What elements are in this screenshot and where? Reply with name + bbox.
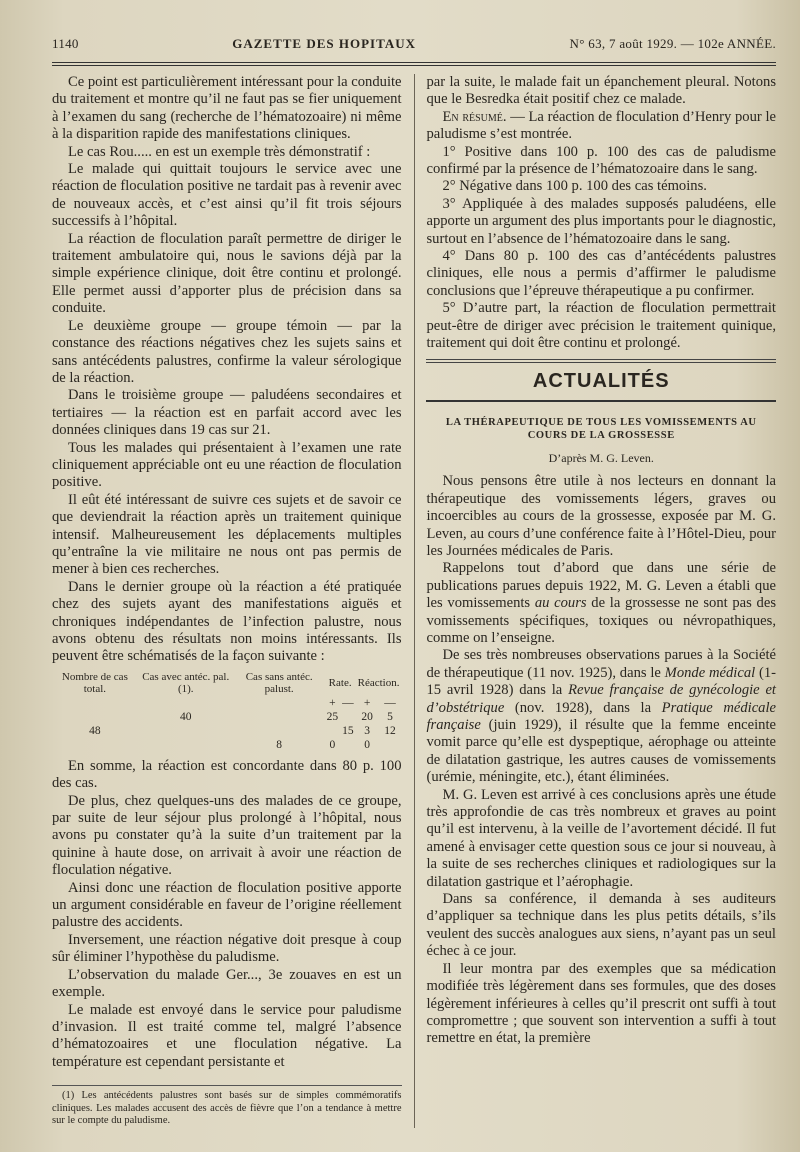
paragraph: Le malade qui quittait toujours le service avec une réaction de floculation positive ne tardait pas à revenir avec de nouveaux accès, et c’est ainsi qu’il fit trois séjours successifs à l’hôpital.	[52, 161, 402, 230]
journal-title: GAZETTE DES HOPITAUX	[232, 36, 416, 51]
table-cell: 5	[387, 710, 393, 723]
table-header: Cas avec antéc. pal. (1).	[142, 670, 230, 695]
header-rule	[52, 62, 776, 66]
table-cell: 15	[342, 724, 354, 737]
table-cell: 25	[326, 710, 339, 723]
table-cell: 8	[276, 738, 283, 751]
text-run: (juin 1929), il résulte que la femme enceinte vomit parce qu’elle est dyspeptique, aérophage ou atteinte de dilatation gastrique, les autres causes de vomissements (urémie, méningite, etc.), étant éliminées.	[426, 717, 776, 786]
table-cell: 20	[361, 710, 373, 723]
page-header	[52, 36, 776, 58]
summary-item: 5° D’autre part, la réaction de floculation permettrait peut-être de diriger avec précision le traitement quinique, traitement qui doit être continu et prolongé.	[426, 300, 776, 352]
article-byline: D’après M. G. Leven.	[548, 450, 654, 465]
text-run: (nov. 1928), dans la	[504, 699, 662, 716]
summary-item: 3° Appliquée à des malades supposés paludéens, elle apporte un argument des plus importants pour le diagnostic, surtout en l’absence de l’hématozoaire dans le sang.	[426, 195, 776, 247]
paragraph: Dans le troisième groupe — paludéens secondaires et tertiaires — la réaction est en parfait accord avec les données cliniques dans 19 cas sur 21.	[52, 387, 402, 439]
paragraph: Inversement, une réaction négative doit presque à coup sûr éliminer l’hypothèse du paludisme.	[52, 931, 402, 966]
footnote-rule	[52, 1085, 402, 1086]
table-cell: 0	[329, 738, 336, 751]
italic-text: Pratique médicale française	[426, 699, 777, 733]
page-number: 1140	[52, 36, 79, 51]
table-cell: 40	[179, 710, 192, 723]
paragraph: Ainsi donc une réaction de floculation positive apporte un argument considérable en faveur de l’origine réellement palustre des accidents.	[52, 879, 402, 931]
columns	[52, 74, 776, 1128]
paragraph: Le deuxième groupe — groupe témoin — par la constance des réactions négatives chez les sujets sains et sans antécédents palustres, confirme la valeur sérologique de la réaction.	[52, 317, 402, 386]
table-cell: 12	[384, 724, 396, 737]
table-cell: +	[329, 696, 336, 709]
italic-text: au cours	[534, 595, 587, 612]
article-heading: LA THÉRAPEUTIQUE DE TOUS LES VOMISSEMENTS AU COURS DE LA GROSSESSE	[445, 416, 757, 441]
table-cell: 3	[364, 724, 370, 737]
paragraph: L’observation du malade Ger..., 3e zouaves en est un exemple.	[52, 966, 402, 1001]
paragraph: Le cas Rou..... en est un exemple très démonstratif :	[68, 143, 371, 160]
left-column	[52, 74, 402, 1128]
text-run: (1-15 avril 1928) dans la	[426, 664, 776, 699]
paragraph: M. G. Leven est arrivé à ces conclusions après une étude très approfondie de cas très nombreux et graves au point qu’il est intervenu, à la veille de l’avortement décidé. Il fut amené à envisager cette question sous ce jour si nouveau, à la suite de ses recherches cliniques et radiologiques sur la dilatation gastrique et l’aérophagie.	[426, 786, 776, 890]
paragraph: Il eût été intéressant de suivre ces sujets et de savoir ce que deviendrait la réaction après un traitement quinique intensif. Malheureusement les déplacements multiples qu’entraîne la vie militaire ne nous ont pas permis de mener à bien ces recherches.	[52, 491, 402, 578]
section-rule	[426, 359, 776, 360]
table-header: Nombre de cas total.	[61, 670, 128, 695]
text-run: Rappelons tout d’abord que dans une série de publications parues depuis 1922, M. G. Leven a établi que les vomissements	[426, 560, 776, 612]
summary-text: — La réaction de floculation d’Henry pour le paludisme s’est montrée.	[426, 108, 776, 143]
summary-item: 2° Négative dans 100 p. 100 des cas témoins.	[442, 178, 707, 195]
paragraph: De plus, chez quelques-uns des malades de ce groupe, par suite de leur séjour plus prolongé à l’hôpital, nous avons pu constater qu’à la suite d’un traitement par la quinine à haute dose, on arrivait à avoir une réaction de floculation négative.	[52, 792, 402, 879]
table-cell: —	[384, 696, 396, 709]
paragraph: Il leur montra par des exemples que sa médication modifiée très légèrement dans ses formules, que des doses légèrement inférieures à celles qu’il prescrit ont suffi à tout compromettre ; que souvent son intervention a suffi à tout remettre en état, la première	[426, 960, 776, 1047]
paragraph: par la suite, le malade fait un épanchement pleural. Notons que le Besredka était positif chez ce malade.	[426, 74, 776, 108]
summary-paragraph	[426, 109, 776, 144]
issue-info: N° 63, 7 août 1929. — 102e ANNÉE.	[569, 36, 776, 51]
text-run: De ses très nombreuses observations parues à la Société de thérapeutique (11 nov. 1925), dans le	[426, 647, 776, 681]
paragraph	[426, 647, 776, 786]
summary-item: 1° Positive dans 100 p. 100 des cas de paludisme confirmé par la présence de l’hématozoaire dans le sang.	[426, 143, 776, 178]
column-divider	[414, 74, 415, 1128]
italic-text: Revue française de gynécologie et d’obstétrique	[426, 682, 776, 716]
table-cell: —	[342, 696, 354, 709]
summary-item: 4° Dans 80 p. 100 des cas d’antécédents palustres cliniques, elle nous a permis d’affirmer le paludisme conclusions que l’épreuve thérapeutique a pu confirmer.	[426, 248, 776, 299]
footnote: (1) Les antécédents palustres sont basés sur de simples commémoratifs cliniques. Les malades accusent des accès de fièvre que l’on a tendance à mettre sur le compte du paludisme.	[52, 1090, 402, 1127]
table-cell: 0	[364, 738, 370, 751]
table-cell: 48	[89, 724, 101, 737]
paragraph: Ce point est particulièrement intéressant pour la conduite du traitement et montre qu’il ne faut pas se fier uniquement à l’examen du sang (recherche de l’hématozoaire) ni même à la disparition rapide des manifestations cliniques.	[52, 74, 402, 143]
table-header: Rate.	[328, 676, 352, 689]
italic-text: Monde médical	[664, 664, 756, 681]
section-title: ACTUALITÉS	[532, 369, 670, 392]
results-table	[52, 670, 402, 752]
section-title-rule	[426, 400, 776, 402]
table-header: Réaction.	[357, 676, 400, 689]
summary-label: En résumé.	[442, 108, 507, 125]
paragraph: Dans le dernier groupe où la réaction a été pratiquée chez des sujets ayant des manifestations aiguës et chroniques indépendantes de l’infection palustre, nous avons obtenu des résultats non moins intéressants. Ils peuvent être schématisés de la façon suivante :	[52, 578, 402, 665]
paragraph: Nous pensons être utile à nos lecteurs en donnant la thérapeutique des vomissements légers, graves ou incoercibles au cours de la grossesse, exposée par M. G. Leven, au cours d’une conférence faite à l’Hôtel-Dieu, pour les Journées médicales de Paris.	[426, 473, 776, 559]
paragraph: Dans sa conférence, il demanda à ses auditeurs d’appliquer sa technique dans les plus petits détails, s’ils veulent des succès analogues aux siens, n’ayant pas un seul échec à ce jour.	[426, 891, 776, 960]
paragraph: La réaction de floculation paraît permettre de diriger le traitement ambulatoire qui, nous le savions déjà par la simple expérience clinique, doit être continu et prolongé. Elle permet aussi d’apporter plus de précision dans sa conduite.	[52, 230, 402, 317]
table-header: Cas sans antéc. palust.	[245, 670, 313, 695]
right-column	[426, 74, 776, 1128]
paragraph: En somme, la réaction est concordante dans 80 p. 100 des cas.	[52, 757, 402, 792]
paragraph: Le malade est envoyé dans le service pour paludisme d’invasion. Il est traité comme tel, malgré l’absence d’hématozoaires et une floculation négative. La température est cependant persistante et	[52, 1001, 402, 1070]
table-cell: +	[363, 696, 371, 709]
text-run: de la grossesse ne sont pas des vomissements spécifiques, toxiques ou névropathiques, comme on l’enseigne.	[426, 595, 776, 646]
paragraph: Tous les malades qui présentaient à l’examen une rate cliniquement appréciable ont eu une réaction de floculation positive.	[52, 439, 402, 491]
section-rule	[426, 362, 776, 363]
paragraph	[426, 560, 776, 647]
